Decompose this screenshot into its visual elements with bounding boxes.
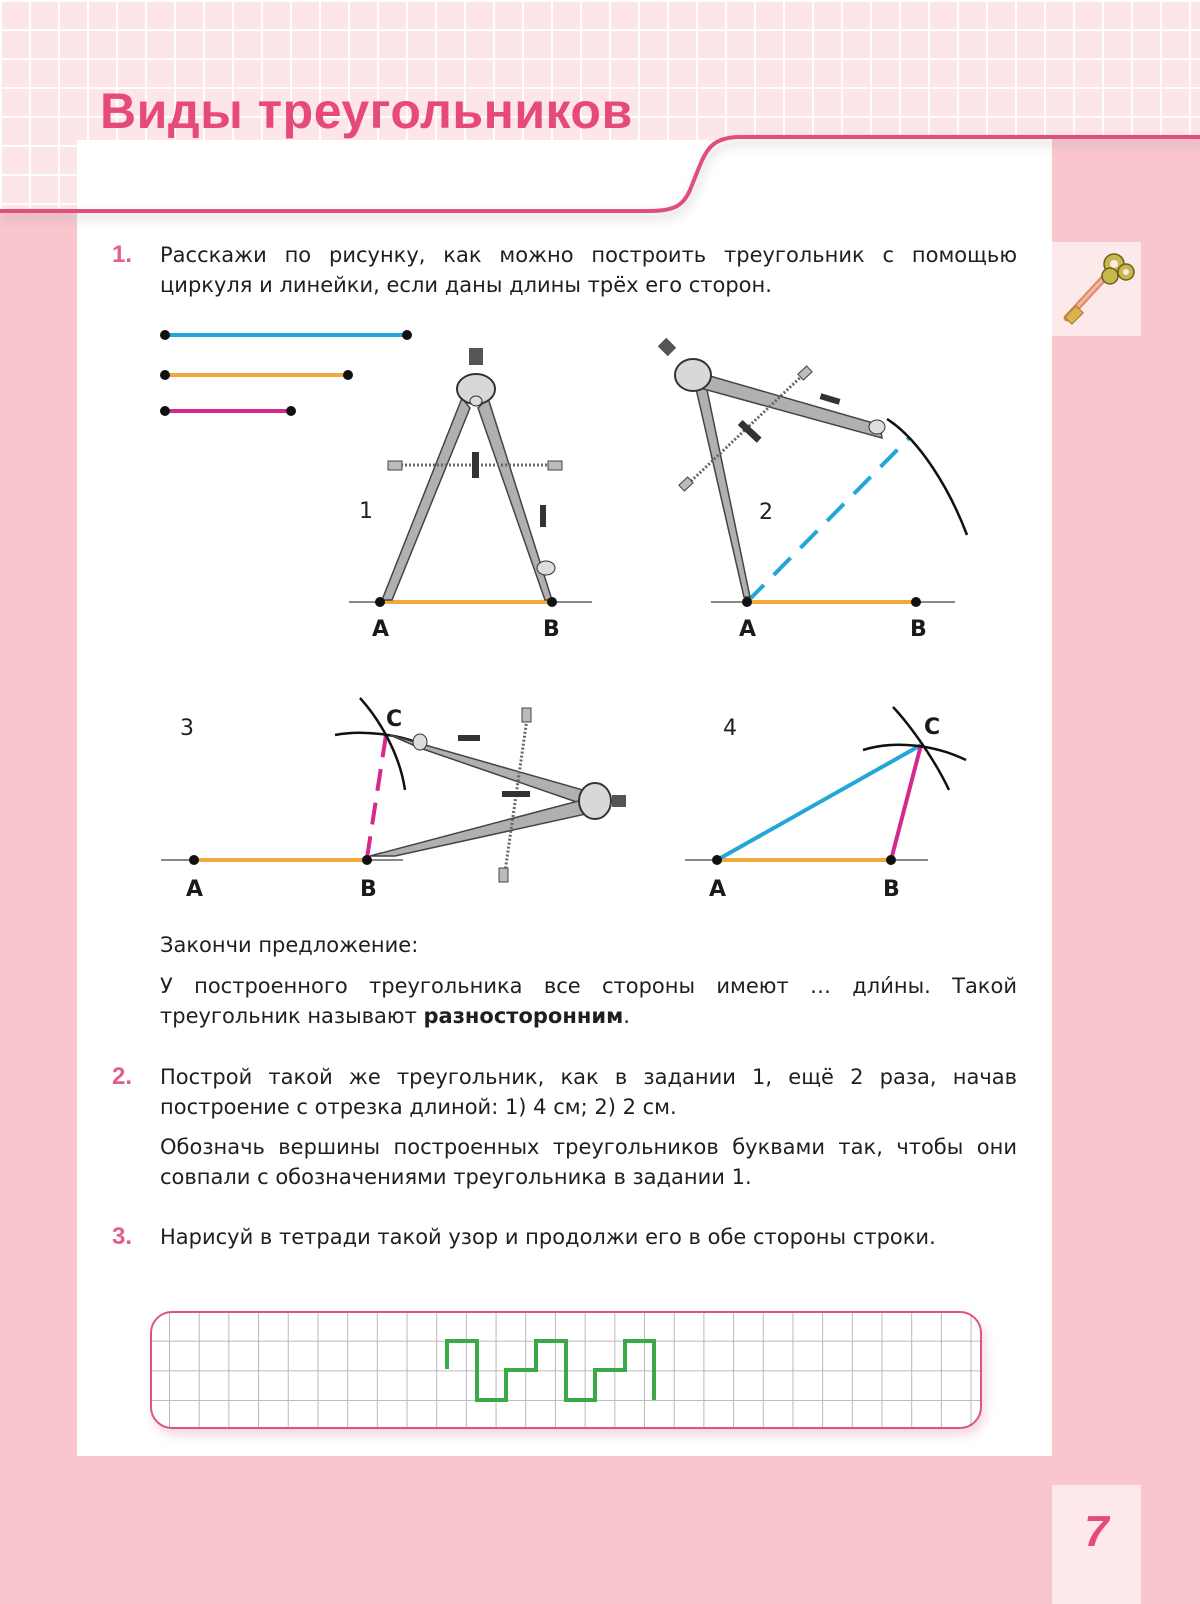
svg-text:A: A [709,877,727,902]
task-number: 3. [112,1223,133,1250]
svg-text:B: B [360,877,377,902]
figure-3 [161,698,626,902]
svg-text:4: 4 [723,716,737,741]
figure-1 [349,348,592,642]
term-scalene: разносторонним [423,1004,624,1028]
svg-text:B: B [543,617,560,642]
svg-text:2: 2 [759,500,773,525]
task-3 [112,1222,1017,1282]
svg-text:A: A [372,617,390,642]
zigzag-pattern [152,1313,980,1427]
svg-text:A: A [739,617,757,642]
svg-text:B: B [910,617,927,642]
svg-text:C: C [386,707,403,732]
task-number: 1. [112,241,133,268]
svg-text:1: 1 [359,499,373,524]
svg-text:A: A [186,877,204,902]
page-number-box [1052,1485,1141,1604]
task-number: 2. [112,1063,133,1090]
finish-prompt: Закончи предложение: [160,933,419,957]
task-text: Расскажи по рисунку, как можно построить треугольник с помощью циркуля и линейки, если даны длины трёх его сторон. [160,243,1017,297]
page-title: Виды треугольников [100,83,633,139]
svg-text:3: 3 [180,716,194,741]
figure-2 [658,338,967,642]
task-2-text-2: Обозначь вершины построенных треугольников буквами так, чтобы они совпали с обозначениями треугольника в задании 1. [160,1135,1017,1189]
task-2 [112,1062,1017,1122]
figure-4 [685,707,966,902]
task-text: Нарисуй в тетради такой узор и продолжи его в обе стороны строки. [160,1225,936,1249]
finish-sentence: У построенного треугольника все стороны имеют … дли́ны. Такой треугольник называют разносторонним. [160,974,1017,1028]
svg-text:B: B [883,877,900,902]
task-text: Построй такой же треугольник, как в задании 1, ещё 2 раза, начав построение с отрезка длиной: 1) 4 см; 2) 2 см. [160,1065,1017,1119]
given-segments [160,330,412,416]
svg-text:C: C [924,715,941,740]
page-number: 7 [1084,1507,1109,1556]
grid-pattern-box [150,1311,982,1429]
